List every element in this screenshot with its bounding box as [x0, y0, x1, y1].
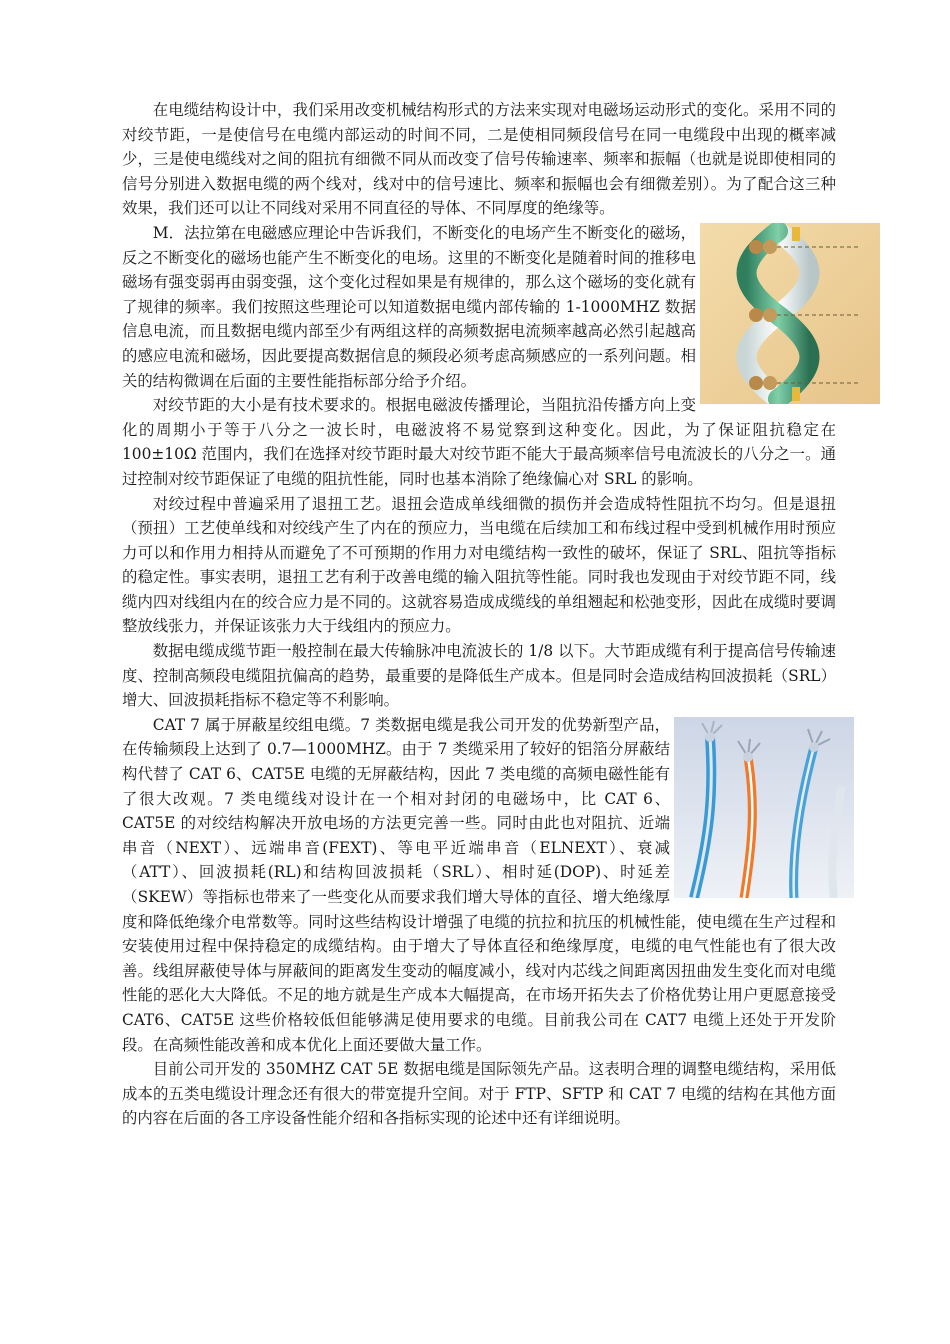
- paragraph-4: 对绞过程中普遍采用了退扭工艺。退扭会造成单线细微的损伤并会造成特性阻抗不均匀。但是退扭（预扭）工艺使单线和对绞线产生了内在的预应力，当电缆在后续加工和布线过程中受到机械作用时预应力可以和作用力相持从而避免了不可预期的作用力对电缆结构一致性的破坏，保证了 SRL、阻抗等指标的稳定性。事实表明，退扭工艺有利于改善电缆的输入阻抗等性能。同时我也发现由于对绞节距不同，线缆内四对线组内在的绞合应力是不同的。这就容易造成成缆线的单组翘起和松弛变形，因此在成缆时要调整放线张力，并保证该张力大于线组内的预应力。: [122, 494, 836, 636]
- paragraph-2: M．法拉第在电磁感应理论中告诉我们，不断变化的电场产生不断变化的磁场，反之不断变化的磁场也能产生不断变化的电场。这里的不断变化是随着时间的推移电磁场有强变弱再由弱变强，这个变化过程如果是有规律的，那么这个磁场的变化就有了规律的频率。我们按照这些理论可以知道数据电缆内部传输的 1-1000MHZ 数据信息电流，而且数据电缆内部至少有两组这样的高频数据电流频率越高必然引起越高的感应电流和磁场，因此要提高数据信息的频段必须考虑高频感应的一系列问题。相关的结构微调在后面的主要性能指标部分给予介绍。: [122, 223, 696, 390]
- paragraph-6: CAT 7 属于屏蔽星绞组电缆。7 类数据电缆是我公司开发的优势新型产品，在传输频段上达到了 0.7—1000MHZ。由于 7 类缆采用了较好的铝箔分屏蔽结构代替了 CAT 6、CAT5E 电缆的无屏蔽结构，因此 7 类电缆的高频电磁性能有了很大改观。7 类电缆线对设计在一个相对封闭的电磁场中，比 CAT 6、CAT5E 的对绞结构解决开放电场的方法更完善一些。同时由此也对阻抗、近端串音（NEXT）、远端串音(FEXT)、等电平近端串音（ELNEXT）、衰减（ATT）、回波损耗(RL)和结构回波损耗（SRL）、相时延(DOP)、时延差（SKEW）等指标也带来了一些变化从而要求我们增大导体的直径、增大绝缘厚度和降低绝缘介电常数等。同时这些结构设计增强了电缆的抗拉和抗压的机械性能，使电缆在生产过程和安装使用过程中保持稳定的成缆结构。由于增大了导体直径和绝缘厚度，电缆的电气性能也有了很大改善。线组屏蔽使导体与屏蔽间的距离发生变动的幅度减小，线对内芯线之间距离因扭曲发生变化而对电缆性能的恶化大大降低。不足的地方就是生产成本大幅提高，在市场开拓失去了价格优势让用户更愿意接受 CAT6、CAT5E 这些价格较低但能够满足使用要求的电缆。目前我公司在 CAT7 电缆上还处于开发阶段。在高频性能改善和成本优化上面还要做大量工作。: [122, 715, 836, 1054]
- paragraph-7: 目前公司开发的 350MHZ CAT 5E 数据电缆是国际领先产品。这表明合理的调整电缆结构，采用低成本的五类电缆设计理念还有很大的带宽提升空间。对于 FTP、SFTP 和 CAT 7 电缆的结构在其他方面的内容在后面的各工序设备性能介绍和各指标实现的论述中还有详细说明。: [122, 1060, 836, 1128]
- document-body: [122, 98, 836, 1131]
- cat7-cables-photo: [674, 717, 854, 898]
- paragraph-5: 数据电缆成缆节距一般控制在最大传输脉冲电流波长的 1/8 以下。大节距成缆有利于提高信号传输速度、控制高频段电缆阻抗偏高的趋势，最重要的是降低生产成本。但是同时会造成结构回波损耗（SRL）增大、回波损耗指标不稳定等不利影响。: [122, 642, 836, 710]
- paragraph-1: 在电缆结构设计中，我们采用改变机械结构形式的方法来实现对电磁场运动形式的变化。采用不同的对绞节距，一是使信号在电缆内部运动的时间不同，二是使相同频段信号在同一电缆段中出现的概率减少，三是使电缆线对之间的阻抗有细微不同从而改变了信号传输速率、频率和振幅（也就是说即使相同的信号分别进入数据电缆的两个线对，线对中的信号速比、频率和振幅也会有细微差别）。为了配合这三种效果，我们还可以让不同线对采用不同直径的导体、不同厚度的绝缘等。: [122, 101, 836, 218]
- twisted-pair-illustration: [700, 223, 880, 404]
- paragraph-3: 对绞节距的大小是有技术要求的。根据电磁波传播理论，当阻抗沿传播方向上变化的周期小于等于八分之一波长时，电磁波将不易觉察到这种变化。因此，为了保证阻抗稳定在 100±10Ω 范围内，我们在选择对绞节距时最大对绞节距不能大于最高频率信号电流波长的八分之一。通过控制对绞节距保证了电缆的阻抗性能，同时也基本消除了绝缘偏心对 SRL 的影响。: [122, 396, 836, 488]
